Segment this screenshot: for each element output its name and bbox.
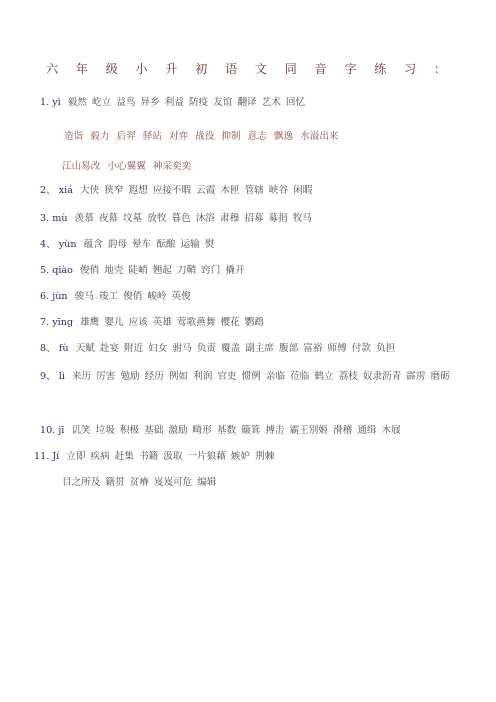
title-char: 年	[75, 62, 88, 76]
list-item	[40, 290, 191, 303]
list-item-continuation	[62, 476, 217, 489]
pinyin: qiào	[52, 265, 73, 276]
pinyin: yùn	[58, 239, 77, 250]
item-number: 9、	[40, 371, 56, 382]
pinyin: yì	[52, 97, 61, 108]
item-number: 5.	[40, 265, 50, 276]
pinyin: yīng	[52, 317, 74, 328]
word-list: 羡慕 夜幕 坟墓 放牧 暮色 沐浴 肃穆 招募 募捐 牧马	[74, 213, 312, 224]
word-list: 俊俏 地壳 陡峭 翘起 刀鞘 窍门 撬开	[80, 265, 245, 276]
pinyin: jùn	[52, 291, 68, 302]
page-title	[46, 60, 446, 77]
word-list: 大侠 狭窄 遐想 应接不暇 云霞 木匣 管辖 峡谷 闲暇	[80, 185, 313, 196]
pinyin: xiá	[58, 185, 73, 196]
title-char: 音	[314, 62, 327, 76]
pinyin: fù	[58, 343, 69, 354]
pinyin: Jí	[52, 451, 60, 462]
title-char: 习	[404, 62, 417, 76]
word-list: 来历 厉害 勉励 经历 例如 利润 官吏 惯例 亲临 莅临 鹤立 荔枝 奴隶沥青 霹雳 磨砺	[71, 371, 450, 382]
title-char: 级	[105, 62, 118, 76]
word-list: 天赋 赴宴 附近 妇女 驸马 负责 覆盖 副主席 腹部 富裕 师傅 付款 负担	[75, 343, 396, 354]
title-char: 小	[135, 62, 148, 76]
list-item-continuation	[64, 130, 339, 143]
title-char: 语	[225, 62, 238, 76]
title-char: 升	[165, 62, 178, 76]
title-char: 六	[46, 62, 59, 76]
item-number: 3.	[40, 213, 50, 224]
word-list: 目之所及 籍贯 贫瘠 岌岌可危 编辑	[62, 477, 217, 488]
word-list: 立即 疾病 赶集 书籍 汲取 一片狼藉 嫉妒 荆棘	[66, 451, 275, 462]
list-item	[40, 184, 312, 197]
word-list: 毅然 屹立 益鸟 异乡 利益 防疫 友谊 翻译 艺术 回忆	[67, 97, 306, 108]
list-item	[40, 367, 465, 387]
item-number: 1.	[40, 97, 50, 108]
title-char: 文	[254, 62, 267, 76]
pinyin: lì	[58, 371, 65, 382]
word-list: 雄鹰 婴儿 应该 英雄 莺歌燕舞 樱花 鹦鹉	[80, 317, 264, 328]
list-item	[40, 424, 401, 437]
item-number: 2、	[40, 185, 56, 196]
item-number: 4、	[40, 239, 56, 250]
item-number: 6.	[40, 291, 50, 302]
word-list: 江山易改 小心翼翼 神采奕奕	[62, 161, 192, 172]
word-list: 骏马 竣工 俊俏 峻岭 英俊	[74, 291, 191, 302]
list-item	[40, 96, 305, 109]
item-number: 8、	[40, 343, 56, 354]
item-number: 10.	[40, 425, 56, 436]
list-item	[40, 238, 214, 251]
item-number: 11.	[34, 451, 50, 462]
title-char: 练	[374, 62, 387, 76]
list-item	[40, 264, 245, 277]
list-item	[40, 342, 395, 355]
word-list: 蕴含 韵母 晕车 酝酿 运输 熨	[83, 239, 215, 250]
list-item	[40, 212, 312, 225]
list-item-continuation	[62, 160, 191, 173]
title-char: 字	[344, 62, 357, 76]
pinyin: jī	[58, 425, 65, 436]
title-char: 同	[284, 62, 297, 76]
word-list: 造诣 毅力 后羿 驿站 对弈 战役 抑制 意志 飘逸 水溢出来	[64, 131, 339, 142]
list-item	[34, 450, 274, 463]
title-char: ：	[433, 62, 446, 76]
word-list: 讥笑 垃圾 积极 基础 激励 畸形 基数 簸箕 搏击 霸王别姬 滑稽 通缉 木屐	[71, 425, 401, 436]
list-item	[40, 316, 264, 329]
title-char: 初	[195, 62, 208, 76]
item-number: 7.	[40, 317, 50, 328]
pinyin: mù	[52, 213, 68, 224]
